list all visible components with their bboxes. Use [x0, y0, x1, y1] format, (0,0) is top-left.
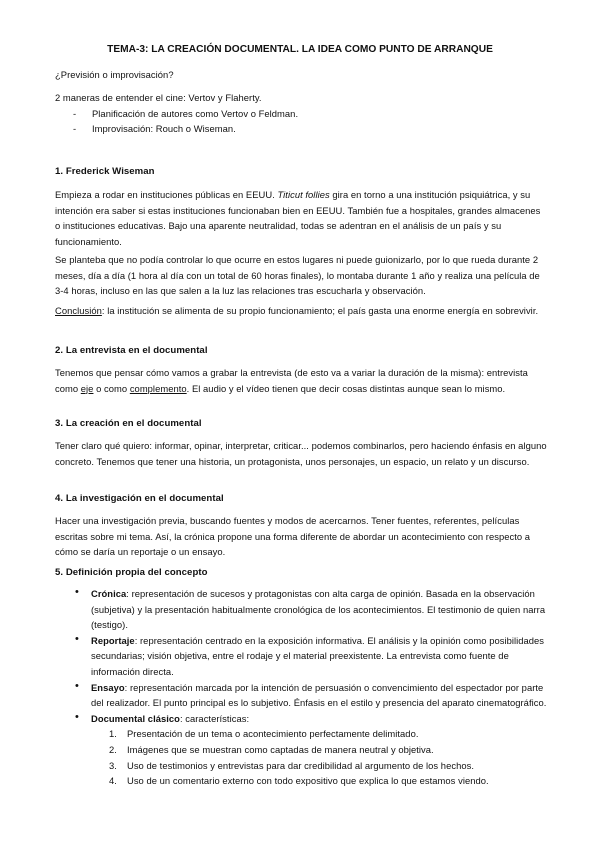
section-heading: 2. La entrevista en el documental: [55, 345, 208, 356]
section-5-list: [55, 586, 547, 789]
dash-marker: -: [73, 107, 77, 119]
section-1-conclusion: [55, 303, 547, 319]
list-item-term: Documental clásico: [91, 712, 180, 724]
item-number: 1.: [109, 728, 117, 740]
paragraph: Hacer una investigación previa, buscando fuentes y modos de acercarnos. Tener fuentes, referentes, películas escritas sobre mi tema. Así, la crónica propone una forma diferente de abordar un acontecimiento con respecto a cómo se daría un reportaje o un ensayo.: [55, 515, 531, 558]
film-title: Titicut follies: [277, 189, 330, 200]
section-heading: 4. La investigación en el documental: [55, 493, 224, 504]
list-item-term: Crónica: [91, 588, 127, 599]
intro-ways-text: 2 maneras de entender el cine: Vertov y Flaherty.: [55, 92, 262, 103]
list-item: [55, 633, 547, 680]
section-1-heading-block: [55, 164, 547, 179]
list-item-term: Ensayo: [91, 681, 125, 693]
list-item: [55, 680, 547, 711]
section-3-paragraph: [55, 438, 547, 469]
paragraph: Tener claro qué quiero: informar, opinar, interpretar, criticar... podemos combinarlos, pero haciendo énfasis en alguno concreto. Tenemos que tener una historia, un protagonista, unos personajes, un espacio, un relato y un discurso.: [55, 440, 547, 467]
bullet-marker: •: [75, 632, 79, 645]
intro-question-text: ¿Previsión o improvisación?: [55, 69, 174, 80]
dash-marker: -: [73, 123, 77, 135]
list-item: [55, 586, 547, 633]
bullet-marker: •: [75, 679, 79, 692]
section-2-paragraph: [55, 365, 547, 396]
numbered-item: [91, 726, 547, 742]
section-heading: 5. Definición propia del concepto: [55, 567, 208, 578]
numbered-item: [91, 773, 547, 789]
numbered-item-text: Presentación de un tema o acontecimiento perfectamente delimitado.: [127, 728, 419, 740]
text-run: o como: [93, 382, 130, 394]
document-title: TEMA-3: LA CREACIÓN DOCUMENTAL. LA IDEA COMO PUNTO DE ARRANQUE: [107, 44, 493, 55]
intro-ways-block: [55, 90, 547, 137]
text-run: Empieza a rodar en instituciones públicas en EEUU.: [55, 189, 278, 200]
text-run: Tenemos que pensar cómo vamos a grabar la entrevista (de esto va a variar la duración de la misma): entrevista como: [55, 367, 528, 394]
section-2-heading-block: [55, 343, 547, 358]
section-4-paragraph: [55, 513, 547, 560]
section-heading: 3. La creación en el documental: [55, 418, 202, 429]
numbered-item: [91, 758, 547, 774]
bullet-marker: •: [75, 586, 79, 598]
paragraph: Se planteba que no podía controlar lo que ocurre en estos lugares ni puede guionizarlo, por lo que rueda durante 2 meses, día a día (1 hora al día con un total de 60 horas finales), lo montaba durante 1 año y realiza una película de 3-4 horas, incluso en las que salen a la luz las relaciones tras escucharla y observación.: [55, 254, 540, 297]
text-run: . El audio y el vídeo tienen que decir cosas distintas aunque sean lo mismo.: [186, 382, 506, 394]
dash-item-text: Planificación de autores como Vertov o Feldman.: [92, 107, 299, 119]
numbered-item-text: Uso de testimonios y entrevistas para dar credibilidad al argumento de los hechos.: [127, 759, 474, 771]
numbered-item-text: Uso de un comentario externo con todo expositivo que explica lo que estamos viendo.: [127, 775, 489, 787]
intro-question: [55, 67, 547, 83]
section-5-heading-block: [55, 565, 547, 580]
item-number: 2.: [109, 743, 117, 755]
text-run: gira en torno a una institución psiquiátrica, y su intención era saber si estas instituciones funcionaban bien en EEUU. También fue a hospitales, grandes almacenes o instituciones educativas. Bajo una aparente neutralidad, todas se adentran en el análisis de un país y su funcionamiento.: [55, 189, 541, 247]
section-1-paragraph-1: [55, 187, 547, 249]
bullet-list: [55, 586, 547, 789]
dash-item-text: Improvisación: Rouch o Wiseman.: [92, 123, 236, 135]
underlined-term: complemento: [129, 382, 187, 394]
dash-item: [55, 121, 547, 137]
numbered-item: [91, 742, 547, 758]
paragraph: [55, 303, 547, 319]
numbered-list: [91, 726, 547, 788]
numbered-item-text: Imágenes que se muestran como captadas de manera neutral y objetiva.: [127, 743, 434, 755]
paragraph: [55, 187, 547, 249]
section-3-heading-block: [55, 416, 547, 431]
text-run: : la institución se alimenta de su propio funcionamiento; el país gasta una enorme energía en sobrevivir.: [101, 305, 539, 316]
item-number: 4.: [109, 775, 117, 787]
list-item-text: : características:: [179, 712, 250, 724]
section-heading: 1. Frederick Wiseman: [55, 166, 155, 177]
dash-item: [55, 106, 547, 122]
paragraph: [55, 365, 547, 396]
bullet-marker: •: [75, 710, 79, 723]
list-item-text: : representación de sucesos y protagonistas con alta carga de opinión. Basada en la observación (subjetiva) y la presentación habitualmente cronológica de los acontecimientos. El testimonio de quien narra (testigo).: [91, 588, 546, 631]
list-item-text: : representación marcada por la intención de persuasión o convencimiento del espectador por parte del realizador. El punto principal es lo subjetivo. Énfasis en el estilo y presencia del aparato cinematográfico.: [91, 681, 547, 709]
list-item-text: : representación centrado en la exposición informativa. El análisis y la opinión como posibilidades secundarias; visión objetiva, entre el rodaje y el material preexistente. La entrevista como fuente de información directa.: [91, 634, 545, 677]
underlined-term: eje: [80, 382, 94, 394]
list-item: [55, 711, 547, 789]
conclusion-label: Conclusión: [55, 305, 102, 316]
item-number: 3.: [109, 759, 117, 771]
section-4-heading-block: [55, 491, 547, 506]
list-item-term: Reportaje: [91, 634, 135, 646]
section-1-paragraph-2: [55, 252, 547, 299]
